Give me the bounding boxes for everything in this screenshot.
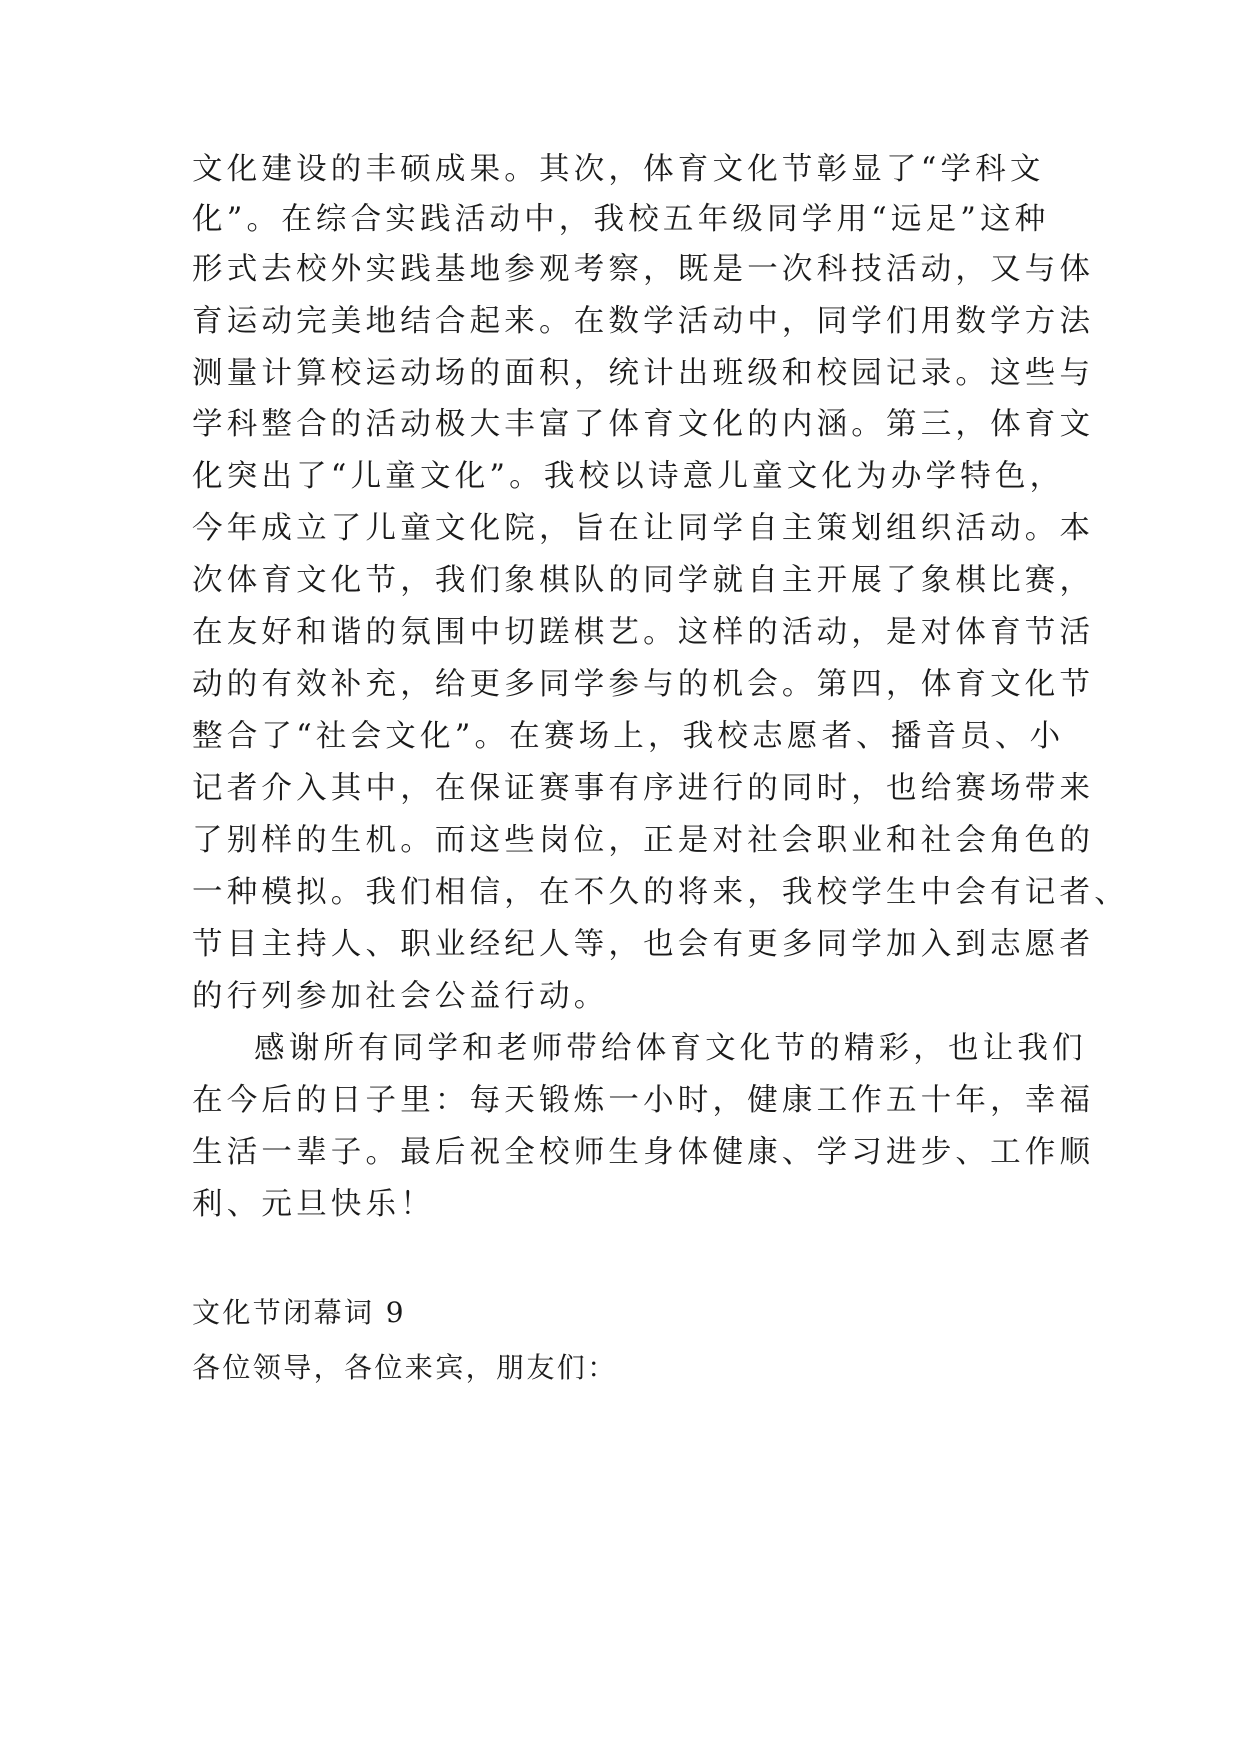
section-title: 文化节闭幕词 9 xyxy=(192,1296,406,1329)
paragraph-2-line-3: 生活一辈子。最后祝全校师生身体健康、学习进步、工作顺 xyxy=(192,1135,1095,1170)
paragraph-1-line-13: 记者介入其中，在保证赛事有序进行的同时，也给赛场带来 xyxy=(192,771,1095,806)
paragraph-1-line-9: 次体育文化节，我们象棋队的同学就自主开展了象棋比赛， xyxy=(192,563,1095,598)
paragraph-2-line-1: 感谢所有同学和老师带给体育文化节的精彩，也让我们 xyxy=(254,1031,1087,1066)
paragraph-1-line-11: 动的有效补充，给更多同学参与的机会。第四，体育文化节 xyxy=(192,667,1095,702)
salutation: 各位领导，各位来宾，朋友们： xyxy=(192,1351,618,1384)
paragraph-1-line-1: 文化建设的丰硕成果。其次，体育文化节彰显了“学科文 xyxy=(192,152,1045,187)
paragraph-1-line-17: 的行列参加社会公益行动。 xyxy=(192,979,609,1014)
paragraph-1-line-10: 在友好和谐的氛围中切蹉棋艺。这样的活动，是对体育节活 xyxy=(192,615,1095,650)
paragraph-1-line-3: 形式去校外实践基地参观考察，既是一次科技活动，又与体 xyxy=(192,252,1095,287)
paragraph-1-line-6: 学科整合的活动极大丰富了体育文化的内涵。第三，体育文 xyxy=(192,407,1095,442)
paragraph-2-line-2: 在今后的日子里：每天锻炼一小时，健康工作五十年，幸福 xyxy=(192,1083,1095,1118)
paragraph-1-line-5: 测量计算校运动场的面积，统计出班级和校园记录。这些与 xyxy=(192,356,1095,391)
paragraph-1-line-7: 化突出了“儿童文化”。我校以诗意儿童文化为办学特色， xyxy=(192,459,1065,494)
paragraph-1-line-16: 节目主持人、职业经纪人等，也会有更多同学加入到志愿者 xyxy=(192,927,1095,962)
paragraph-1-line-14: 了别样的生机。而这些岗位，正是对社会职业和社会角色的 xyxy=(192,823,1095,858)
paragraph-1-line-12: 整合了“社会文化”。在赛场上，我校志愿者、播音员、小 xyxy=(192,719,1065,754)
paragraph-2-line-4: 利、元旦快乐！ xyxy=(192,1187,435,1222)
paragraph-1-line-15: 一种模拟。我们相信，在不久的将来，我校学生中会有记者、 xyxy=(192,875,1129,910)
paragraph-1-line-4: 育运动完美地结合起来。在数学活动中，同学们用数学方法 xyxy=(192,304,1095,339)
paragraph-1-line-8: 今年成立了儿童文化院，旨在让同学自主策划组织活动。本 xyxy=(192,511,1095,546)
paragraph-1-line-2: 化”。在综合实践活动中，我校五年级同学用“远足”这种 xyxy=(192,202,1050,237)
